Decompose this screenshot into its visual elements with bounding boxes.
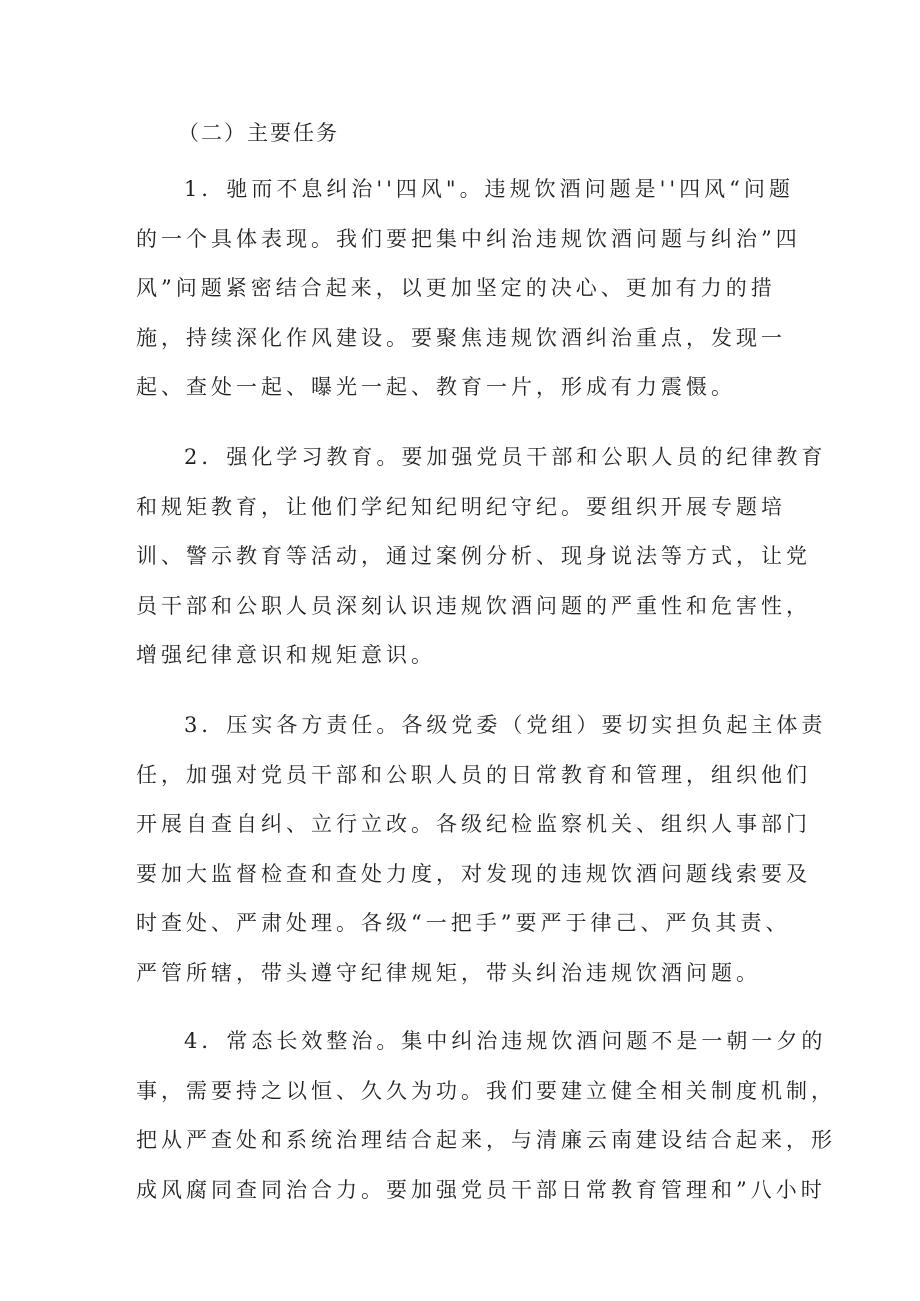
text-line: 要加大监督检查和查处力度，对发现的违规饮酒问题线索要及 bbox=[136, 862, 811, 886]
text-line: 的一个具体表现。我们要把集中纠治违规饮酒问题与纠治”四 bbox=[136, 227, 801, 251]
text-line: 1．驰而不息纠治''四风"。违规饮酒问题是''四风“问题 bbox=[184, 177, 794, 201]
text-line: 任，加强对党员干部和公职人员的日常教育和管理，组织他们 bbox=[136, 763, 811, 787]
text-line: 风”问题紧密结合起来，以更加坚定的决心、更加有力的措 bbox=[136, 276, 776, 300]
section-heading: （二）主要任务 bbox=[178, 121, 339, 145]
text-line: 和规矩教育，让他们学纪知纪明纪守纪。要组织开展专题培 bbox=[136, 495, 786, 519]
text-line: 事，需要持之以恒、久久为功。我们要建立健全相关制度机制， bbox=[136, 1079, 836, 1103]
text-line: 时查处、严肃处理。各级“一把手”要严于律己、严负其责、 bbox=[136, 911, 791, 935]
text-line: 把从严查处和系统治理结合起来，与清廉云南建设结合起来，形 bbox=[136, 1128, 836, 1152]
text-line: 员干部和公职人员深刻认识违规饮酒问题的严重性和危害性， bbox=[136, 594, 811, 618]
text-line: 开展自查自纠、立行立改。各级纪检监察机关、组织人事部门 bbox=[136, 812, 811, 836]
text-line: 增强纪律意识和规矩意识。 bbox=[136, 643, 436, 667]
text-line: 2．强化学习教育。要加强党员干部和公职人员的纪律教育 bbox=[184, 445, 827, 469]
text-line: 4．常态长效整治。集中纠治违规饮酒问题不是一朝一夕的 bbox=[184, 1029, 827, 1053]
text-line: 施，持续深化作风建设。要聚焦违规饮酒纠治重点，发现一 bbox=[136, 326, 786, 350]
text-line: 训、警示教育等活动，通过案例分析、现身说法等方式，让党 bbox=[136, 544, 811, 568]
text-line: 严管所辖，带头遵守纪律规矩，带头纠治违规饮酒问题。 bbox=[136, 961, 761, 985]
text-line: 3．压实各方责任。各级党委（党组）要切实担负起主体责 bbox=[184, 713, 827, 737]
text-line: 起、查处一起、曝光一起、教育一片，形成有力震慑。 bbox=[136, 375, 736, 399]
text-line: 成风腐同查同治合力。要加强党员干部日常教育管理和”八小时 bbox=[136, 1178, 826, 1202]
